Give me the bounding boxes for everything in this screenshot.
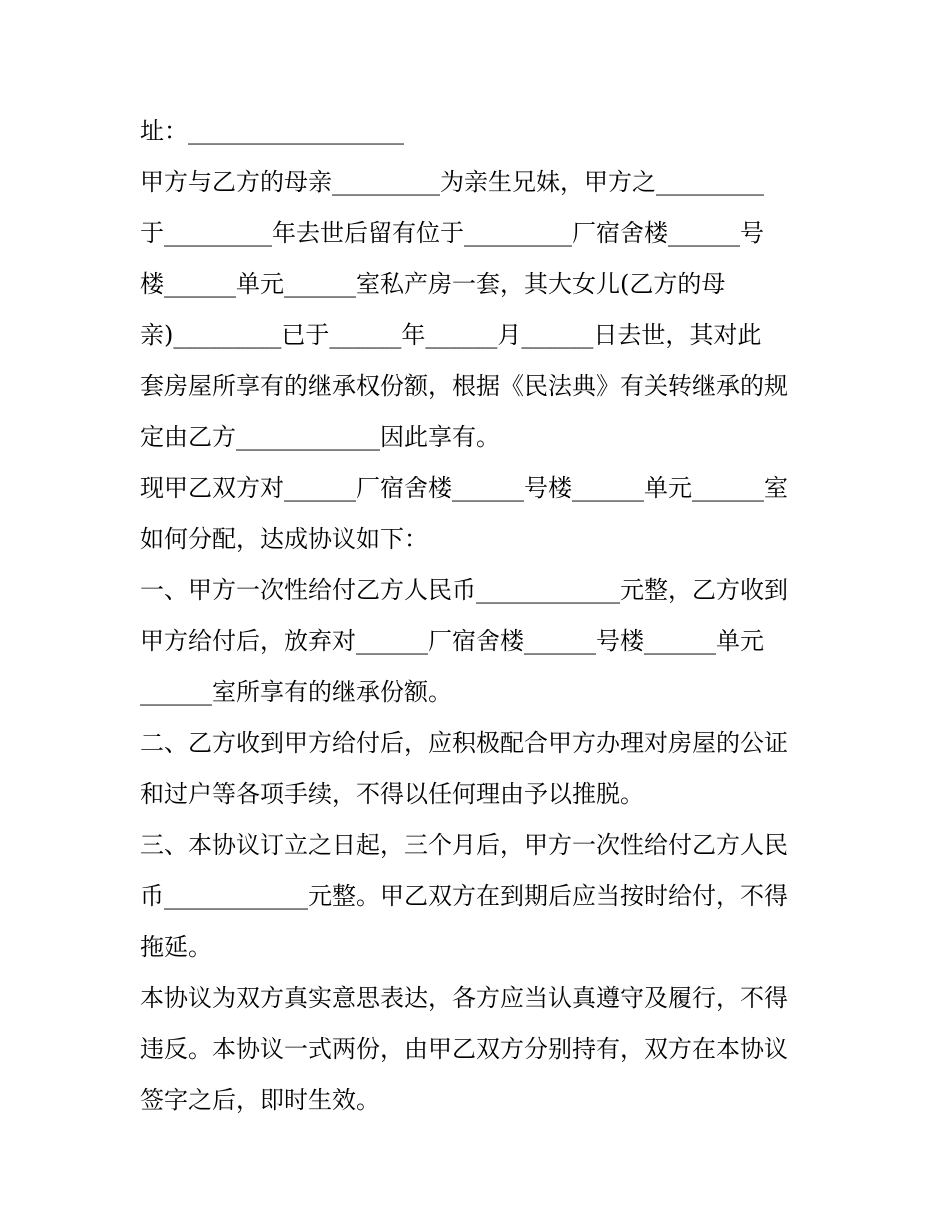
agreement-body <box>140 106 820 1126</box>
text-line: 定由乙方____________因此享有。 <box>140 423 500 451</box>
text-line: 现甲乙双方对______厂宿舍楼______号楼______单元______室 <box>140 474 788 502</box>
text-line: 甲方与乙方的母亲_________为亲生兄妹，甲方之_________ <box>140 168 764 196</box>
clause-two-line: 和过户等各项手续，不得以任何理由予以推脱。 <box>140 780 644 808</box>
closing-line: 本协议为双方真实意思表达，各方应当认真遵守及履行，不得 <box>140 984 788 1012</box>
clause-two-line: 二、乙方收到甲方给付后，应积极配合甲方办理对房屋的公证 <box>140 729 788 757</box>
clause-one-line: ______室所享有的继承份额。 <box>140 678 452 706</box>
closing-line: 签字之后，即时生效。 <box>140 1086 380 1114</box>
clause-one-line: 甲方给付后，放弃对______厂宿舍楼______号楼______单元 <box>140 627 764 655</box>
clause-three-line: 三、本协议订立之日起，三个月后，甲方一次性给付乙方人民 <box>140 831 788 859</box>
text-line: 亲)_________已于______年______月______日去世，其对此 <box>140 321 762 349</box>
clause-one-line: 一、甲方一次性给付乙方人民币____________元整，乙方收到 <box>140 576 788 604</box>
text-line-address: 址：__________________ <box>140 117 404 145</box>
clause-three-line: 币____________元整。甲乙双方在到期后应当按时给付，不得 <box>140 882 788 910</box>
text-line: 于_________年去世后留有位于_________厂宿舍楼______号 <box>140 219 764 247</box>
text-line: 套房屋所享有的继承权份额，根据《民法典》有关转继承的规 <box>140 372 788 400</box>
clause-three-line: 拖延。 <box>140 933 212 961</box>
closing-line: 违反。本协议一式两份，由甲乙双方分别持有，双方在本协议 <box>140 1035 788 1063</box>
text-line: 如何分配，达成协议如下： <box>140 525 428 553</box>
text-line: 楼______单元______室私产房一套，其大女儿(乙方的母 <box>140 270 726 298</box>
